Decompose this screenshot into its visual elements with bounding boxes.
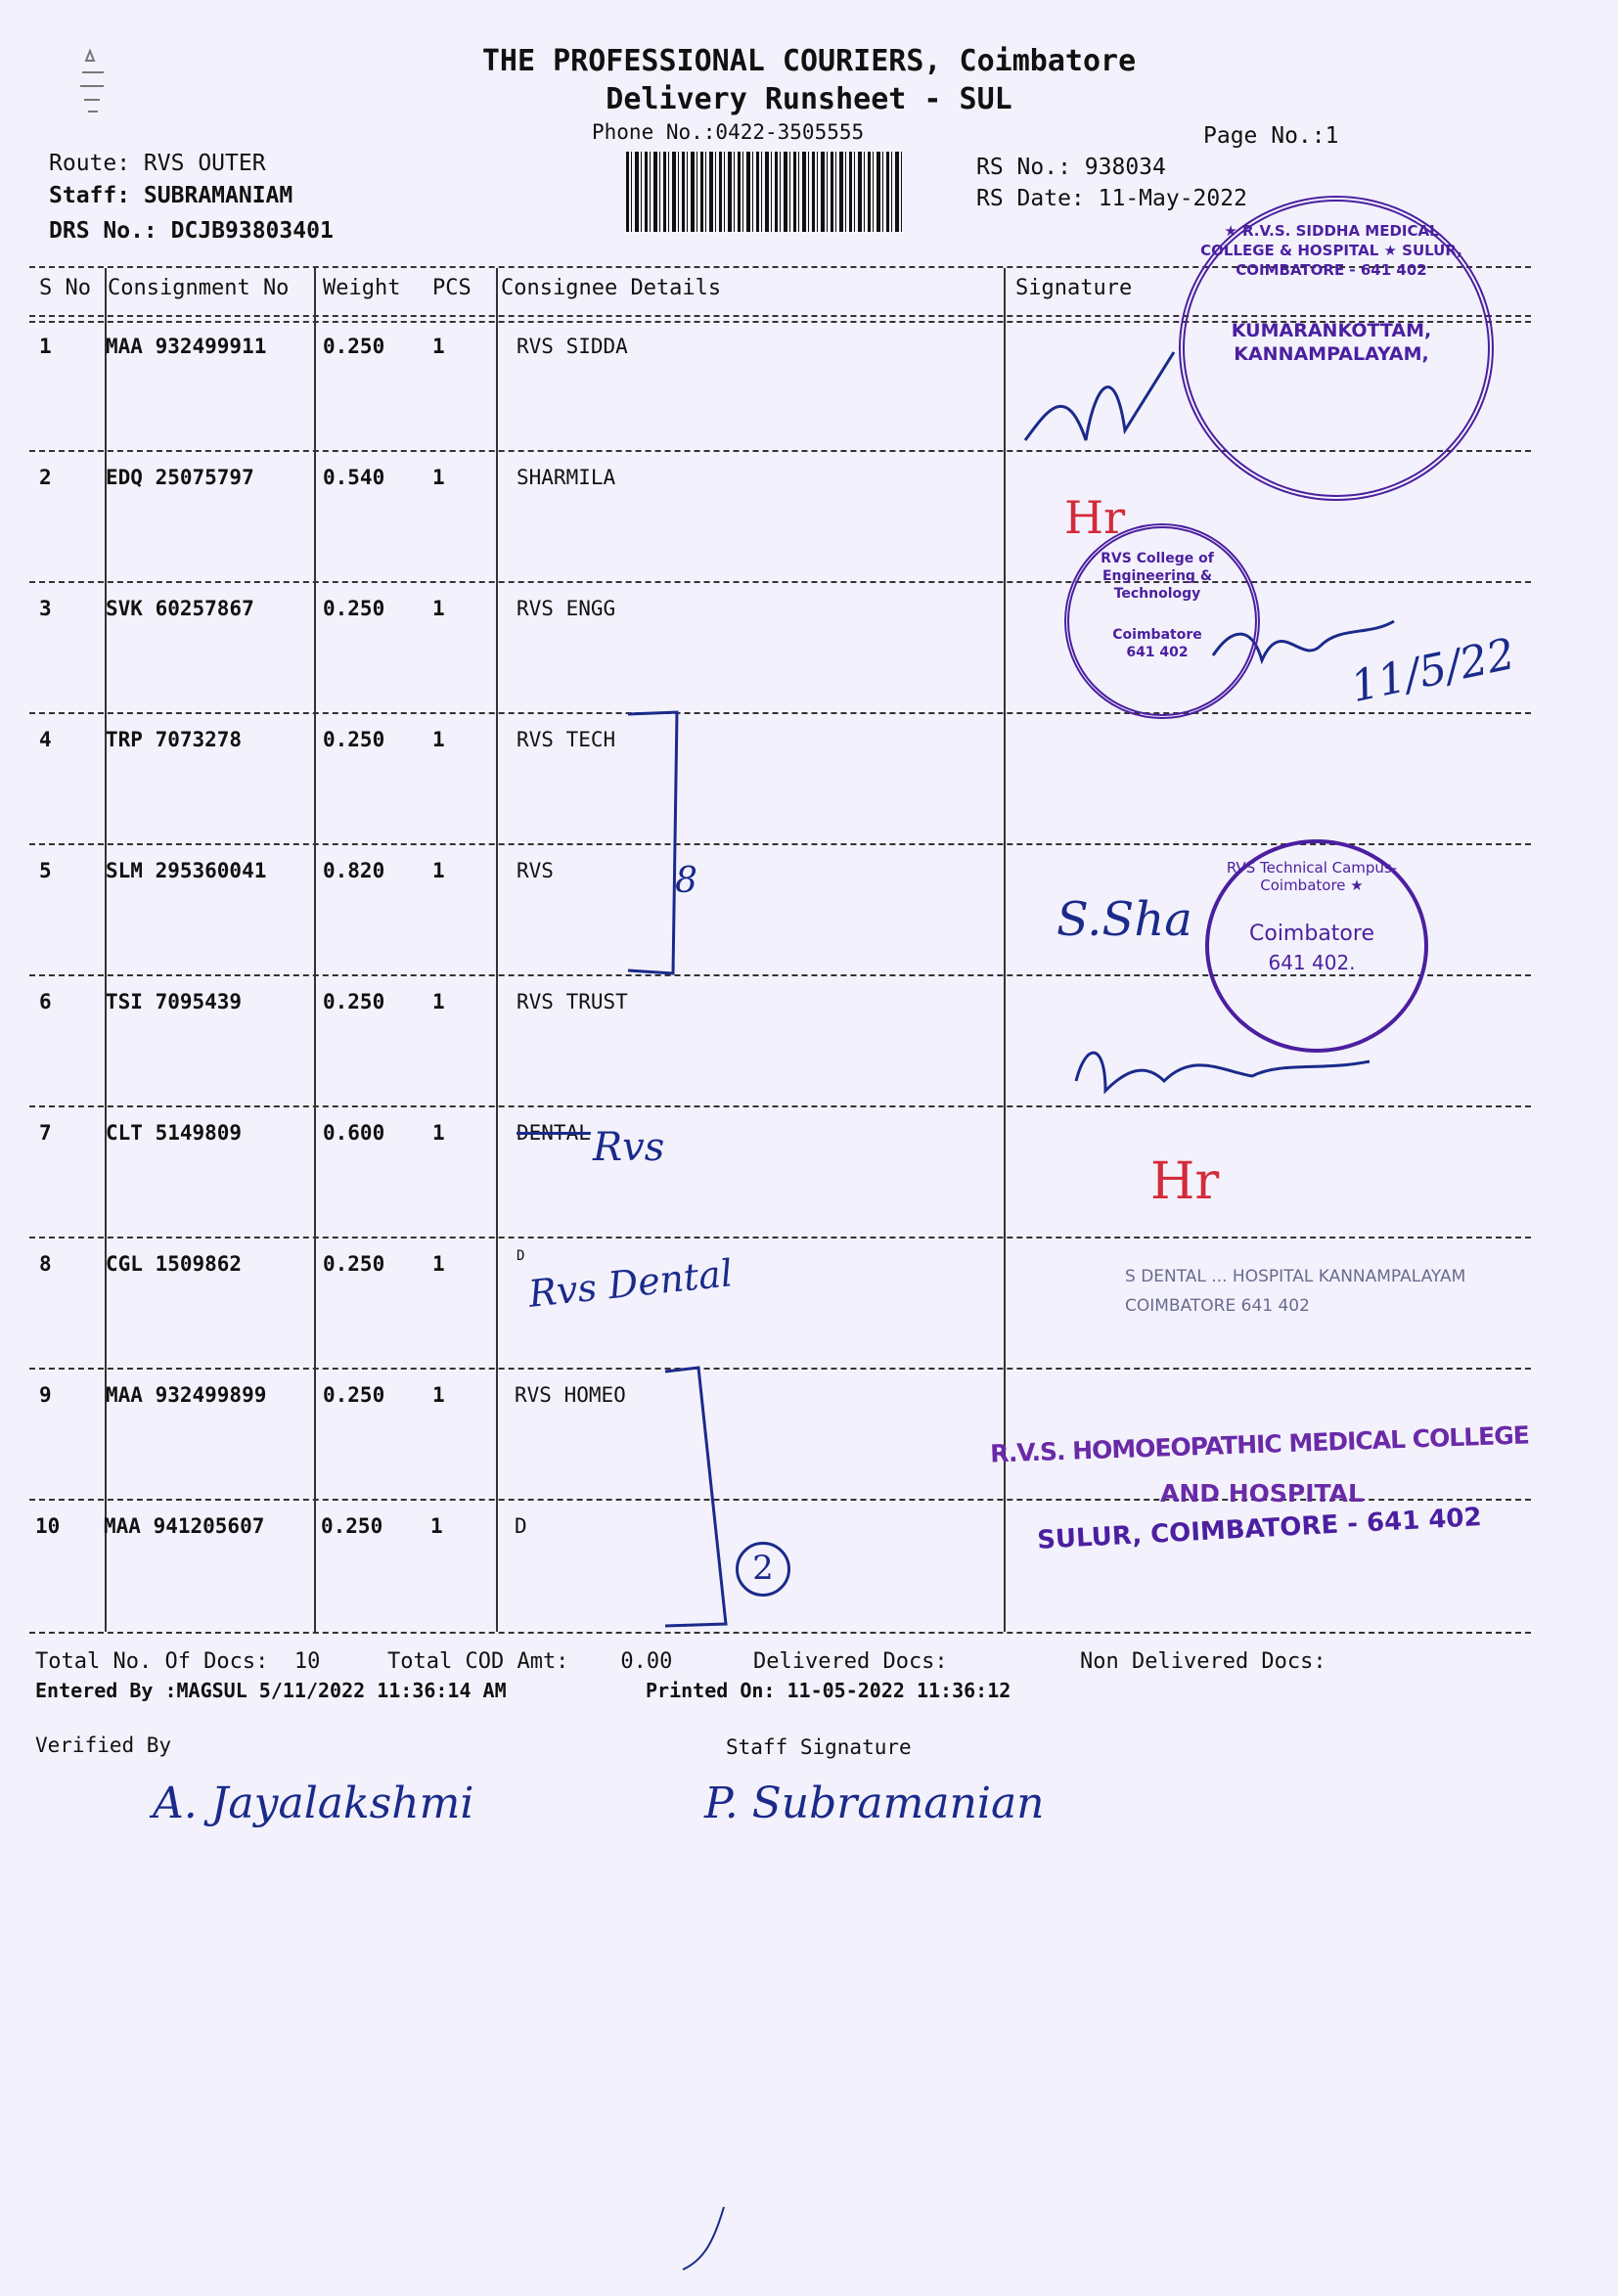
row-consignment: CLT 5149809 [106, 1121, 243, 1145]
hr-mark: Hr [1150, 1152, 1220, 1211]
handwritten-note: Rvs [593, 1125, 665, 1170]
col-sno: S No [39, 276, 91, 300]
row-pcs: 1 [430, 1514, 443, 1538]
non-delivered-docs: Non Delivered Docs: [1080, 1649, 1326, 1674]
pen-mark-icon [675, 2201, 734, 2279]
row-consignment: CGL 1509862 [106, 1252, 243, 1276]
signature: S.Sha [1056, 892, 1192, 947]
total-docs: Total No. Of Docs: 10 [35, 1649, 321, 1674]
signature-icon [1008, 323, 1184, 460]
row-consignee: D [517, 1248, 525, 1264]
delivered-docs: Delivered Docs: [753, 1649, 948, 1674]
document-subtitle: Delivery Runsheet - SUL [606, 82, 1012, 116]
row-consignment: SVK 60257867 [106, 597, 254, 620]
row-pcs: 1 [432, 1121, 445, 1145]
row-sno: 5 [39, 859, 52, 882]
row-sno: 6 [39, 990, 52, 1013]
staff-signature: P. Subramanian [704, 1778, 1045, 1828]
homeo-stamp-line2: AND HOSPITAL [1160, 1479, 1364, 1508]
row-sno: 2 [39, 466, 52, 489]
rs-number: RS No.: 938034 [976, 155, 1166, 180]
row-sno: 4 [39, 728, 52, 751]
route: Route: RVS OUTER [49, 151, 266, 176]
row-weight: 0.250 [323, 597, 385, 620]
row-pcs: 1 [432, 990, 445, 1013]
staff: Staff: SUBRAMANIAM [49, 183, 293, 208]
handwritten-date: 11/5/22 [1346, 628, 1520, 713]
row-pcs: 1 [432, 466, 445, 489]
col-signature: Signature [1015, 276, 1133, 300]
verified-signature: A. Jayalakshmi [153, 1778, 474, 1828]
stamp-ring-text: ★ R.V.S. SIDDHA MEDICAL COLLEGE & HOSPITAL ★ SULUR, COIMBATORE - 641 402 [1200, 222, 1462, 279]
row-weight: 0.540 [323, 466, 385, 489]
stamp-ring-text: RVS College of Engineering & Technology [1101, 551, 1214, 602]
row-consignee: RVS TECH [517, 728, 616, 751]
row-consignee: RVS SIDDA [517, 335, 628, 358]
row-weight: 0.600 [323, 1121, 385, 1145]
row-consignment: MAA 932499899 [106, 1383, 267, 1407]
row-consignment: EDQ 25075797 [106, 466, 254, 489]
stamp-ring-text: RVS Technical Campus-Coimbatore ★ [1226, 859, 1398, 894]
total-cod: Total COD Amt: 0.00 [387, 1649, 673, 1674]
row-pcs: 1 [432, 1383, 445, 1407]
row-consignee: DENTAL [517, 1121, 591, 1145]
row-consignment: TSI 7095439 [106, 990, 243, 1013]
stamp-inner-text: Coimbatore [1249, 922, 1374, 946]
entered-by: Entered By :MAGSUL 5/11/2022 11:36:14 AM [35, 1679, 507, 1702]
row-pcs: 1 [432, 728, 445, 751]
rs-date: RS Date: 11-May-2022 [976, 186, 1247, 211]
dental-stamp: S DENTAL ... HOSPITAL KANNAMPALAYAM COIMBATORE 641 402 [1125, 1267, 1466, 1316]
hr-mark: Hr [1064, 491, 1126, 544]
row-pcs: 1 [432, 597, 445, 620]
stamp-inner-text: KUMARANKOTTAM, KANNAMPALAYAM, [1231, 320, 1432, 365]
row-consignee: RVS ENGG [517, 597, 616, 620]
row-consignee: RVS HOMEO [515, 1383, 626, 1407]
bracket-mark [655, 1360, 743, 1634]
row-consignee: SHARMILA [517, 466, 616, 489]
row-sno: 3 [39, 597, 52, 620]
bracket-mark [616, 704, 695, 988]
col-weight: Weight [323, 276, 401, 300]
row-pcs: 1 [432, 1252, 445, 1276]
row-sno: 1 [39, 335, 52, 358]
col-pcs: PCS [432, 276, 472, 300]
row-consignee: RVS TRUST [517, 990, 628, 1013]
row-weight: 0.250 [323, 1383, 385, 1407]
row-consignment: SLM 295360041 [106, 859, 267, 882]
row-sno: 8 [39, 1252, 52, 1276]
row-weight: 0.250 [323, 728, 385, 751]
row-consignee: RVS [517, 859, 554, 882]
col-consignee: Consignee Details [501, 276, 722, 300]
engg-stamp [1064, 523, 1260, 719]
handwritten-mark: 2 [736, 1542, 790, 1597]
row-consignment: MAA 932499911 [106, 335, 267, 358]
handwritten-mark: 8 [675, 861, 697, 901]
row-consignment: TRP 7073278 [106, 728, 243, 751]
siddha-stamp [1179, 196, 1494, 501]
row-consignee: D [515, 1514, 527, 1538]
handwritten-note: Rvs Dental [526, 1251, 735, 1316]
row-sno: 10 [35, 1514, 61, 1538]
homeo-stamp-line3: SULUR, COIMBATORE - 641 402 [1036, 1503, 1483, 1555]
phone-number: Phone No.:0422-3505555 [592, 120, 865, 144]
row-sno: 9 [39, 1383, 52, 1407]
col-consignment: Consignment No [108, 276, 290, 300]
row-weight: 0.250 [323, 990, 385, 1013]
row-sno: 7 [39, 1121, 52, 1145]
verified-by-label: Verified By [35, 1733, 172, 1757]
staff-signature-label: Staff Signature [726, 1735, 912, 1759]
tech-stamp [1205, 839, 1428, 1053]
drs-number: DRS No.: DCJB93803401 [49, 218, 334, 244]
row-weight: 0.820 [323, 859, 385, 882]
row-pcs: 1 [432, 335, 445, 358]
row-weight: 0.250 [321, 1514, 383, 1538]
document-title: THE PROFESSIONAL COURIERS, Coimbatore [481, 44, 1137, 78]
row-pcs: 1 [432, 859, 445, 882]
homeo-stamp-line1: R.V.S. HOMOEOPATHIC MEDICAL COLLEGE [989, 1420, 1530, 1468]
stamp-inner-text: Coimbatore 641 402 [1112, 627, 1202, 660]
barcode-image [626, 152, 905, 232]
page-number: Page No.:1 [1203, 123, 1339, 149]
row-weight: 0.250 [323, 335, 385, 358]
row-weight: 0.250 [323, 1252, 385, 1276]
row-consignment: MAA 941205607 [104, 1514, 265, 1538]
printed-on: Printed On: 11-05-2022 11:36:12 [646, 1679, 1011, 1702]
stamp-inner-text: 641 402. [1268, 951, 1356, 974]
